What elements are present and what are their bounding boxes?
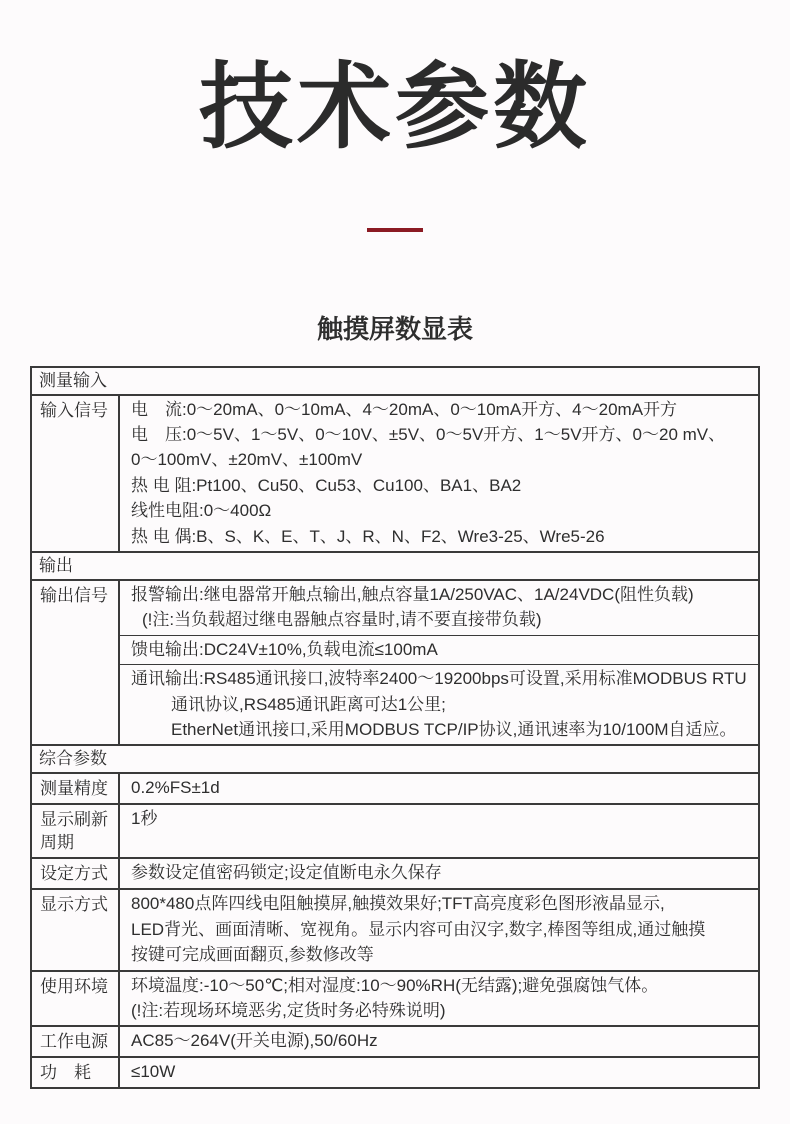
row-label: 输出信号 xyxy=(32,581,120,744)
content-line: (!注:当负载超过继电器触点容量时,请不要直接带负载) xyxy=(142,610,542,630)
spec-row xyxy=(32,857,758,888)
spec-row xyxy=(32,1025,758,1056)
content-line: 通讯输出:RS485通讯接口,波特率2400～19200bps可设置,采用标准MODBUS RTU xyxy=(131,669,747,689)
content-line: (!注:若现场环境恶劣,定货时务必特殊说明) xyxy=(131,1001,446,1021)
content-line: 环境温度:-10～50℃;相对湿度:10～90%RH(无结露);避免强腐蚀气体。 xyxy=(131,975,659,995)
content-block xyxy=(120,664,758,744)
page-title: 技术参数 xyxy=(198,54,591,159)
content-block xyxy=(120,972,758,1026)
content-block xyxy=(120,890,758,969)
content-line: 热 电 偶:B、S、K、E、T、J、R、N、F2、Wre3-25、Wre5-26 xyxy=(131,526,605,546)
content-line: 按键可完成画面翻页,参数修改等 xyxy=(131,945,374,965)
title-divider xyxy=(367,228,423,232)
spec-row xyxy=(32,579,758,744)
content-line: 800*480点阵四线电阻触摸屏,触摸效果好;TFT高亮度彩色图形液晶显示, xyxy=(131,894,665,914)
spec-row xyxy=(32,1056,758,1087)
spec-row xyxy=(32,772,758,803)
spec-table xyxy=(30,366,760,1090)
row-content xyxy=(120,581,758,744)
content-line: 通讯协议,RS485通讯距离可达1公里; xyxy=(171,694,446,714)
row-label: 显示方式 xyxy=(32,890,120,969)
content-line: 0.2%FS±1d xyxy=(131,778,220,798)
content-line: LED背光、画面清晰、宽视角。显示内容可由汉字,数字,棒图等组成,通过触摸 xyxy=(131,919,706,939)
row-label: 输入信号 xyxy=(32,396,120,551)
content-block xyxy=(120,635,758,664)
content-block xyxy=(120,1058,758,1086)
row-content xyxy=(120,972,758,1026)
content-block xyxy=(120,581,758,635)
content-block xyxy=(120,1027,758,1055)
row-content xyxy=(120,774,758,803)
content-line: AC85～264V(开关电源),50/60Hz xyxy=(131,1031,378,1051)
content-line: 电 流:0～20mA、0～10mA、4～20mA、0～10mA开方、4～20mA开方 xyxy=(131,399,678,419)
content-line: 0～100mV、±20mV、±100mV xyxy=(131,450,363,470)
row-label: 显示刷新周期 xyxy=(32,805,120,857)
content-line: ≤10W xyxy=(131,1062,176,1082)
content-block xyxy=(120,859,758,887)
row-content xyxy=(120,890,758,969)
spec-row xyxy=(32,394,758,551)
content-line: 热 电 阻:Pt100、Cu50、Cu53、Cu100、BA1、BA2 xyxy=(131,475,522,495)
content-line: 馈电输出:DC24V±10%,负载电流≤100mA xyxy=(131,639,438,659)
row-label: 使用环境 xyxy=(32,972,120,1026)
row-label: 功 耗 xyxy=(32,1058,120,1087)
row-content xyxy=(120,1058,758,1087)
table-section-row: 输出 xyxy=(32,551,758,579)
content-block xyxy=(120,805,758,833)
table-section-row: 测量输入 xyxy=(39,370,107,390)
content-line: 线性电阻:0～400Ω xyxy=(131,501,272,521)
row-content xyxy=(120,805,758,857)
row-label: 设定方式 xyxy=(32,859,120,888)
content-line: 报警输出:继电器常开触点输出,触点容量1A/250VAC、1A/24VDC(阻性负载) xyxy=(131,585,694,605)
row-label: 工作电源 xyxy=(32,1027,120,1056)
content-line: 1秒 xyxy=(131,809,158,829)
row-content xyxy=(120,396,758,551)
content-block xyxy=(120,396,758,551)
row-content xyxy=(120,859,758,888)
spec-row xyxy=(32,888,758,969)
page-subtitle: 触摸屏数显表 xyxy=(316,314,473,344)
spec-row xyxy=(32,970,758,1026)
content-line: 电 压:0～5V、1～5V、0～10V、±5V、0～5V开方、1～5V开方、0～20 mV、 xyxy=(131,424,726,444)
table-section-row: 综合参数 xyxy=(32,744,758,772)
content-line: 参数设定值密码锁定;设定值断电永久保存 xyxy=(131,863,442,883)
spec-row xyxy=(32,803,758,857)
content-block xyxy=(120,774,758,802)
row-label: 测量精度 xyxy=(32,774,120,803)
content-line: EtherNet通讯接口,采用MODBUS TCP/IP协议,通讯速率为10/100M自适应。 xyxy=(171,720,737,740)
row-content xyxy=(120,1027,758,1056)
